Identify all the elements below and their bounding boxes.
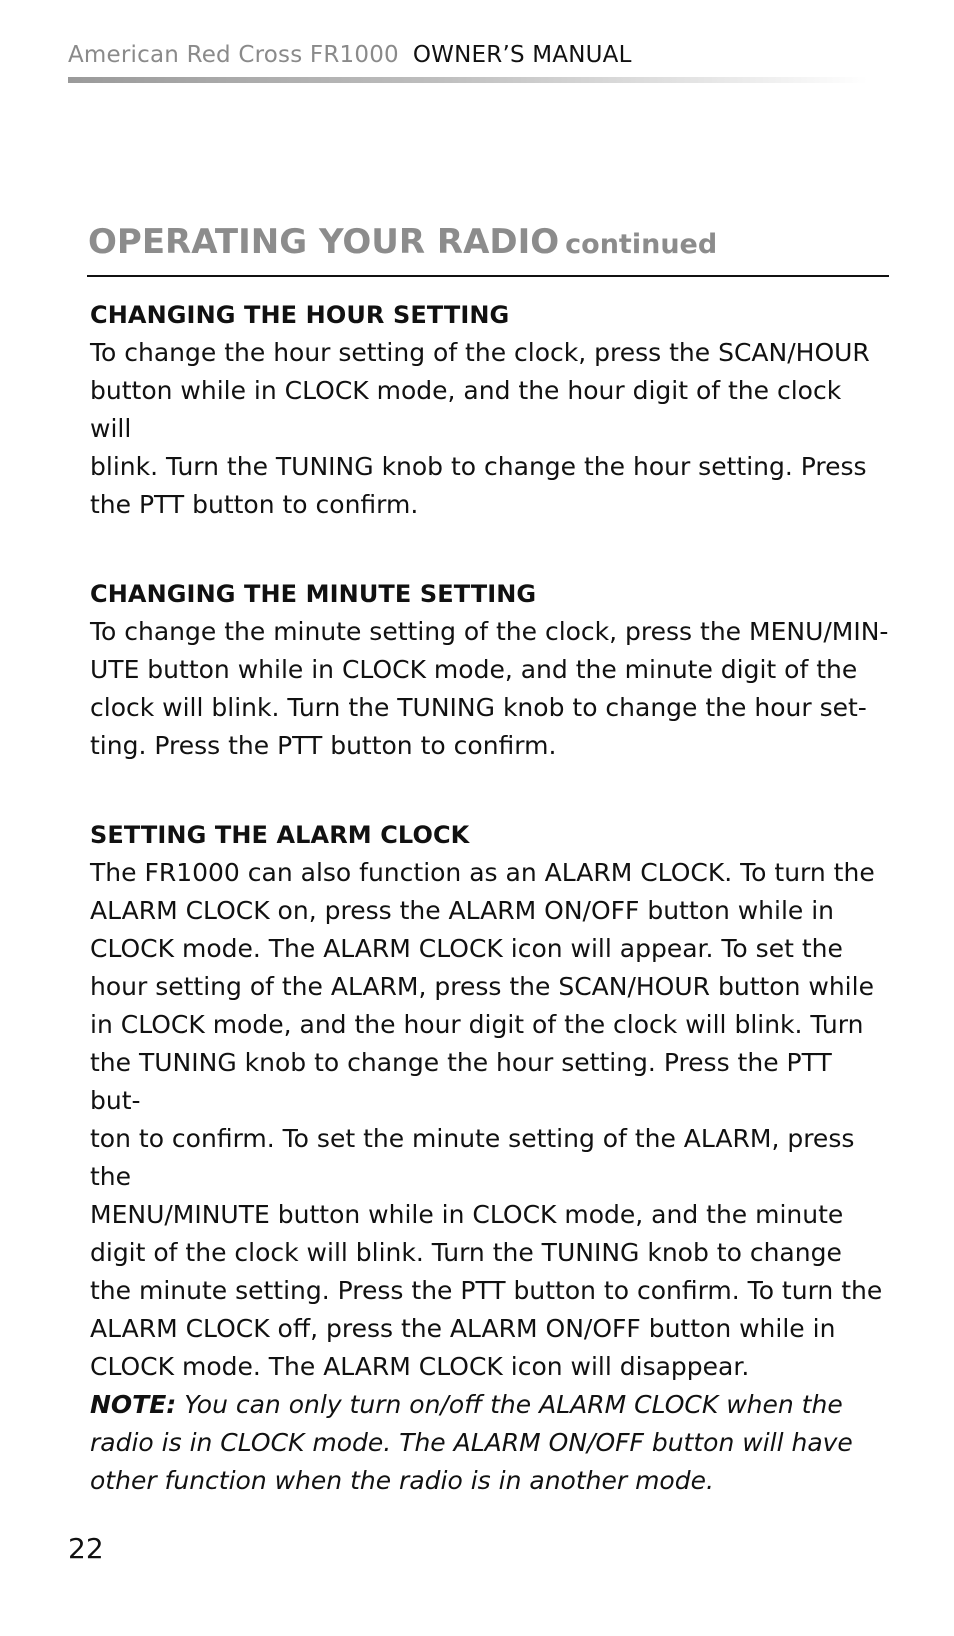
text-line: ting. Press the PTT button to confirm. bbox=[90, 731, 557, 760]
text-line: To change the minute setting of the clock, press the MENU/MIN- bbox=[90, 617, 889, 646]
running-header bbox=[68, 42, 632, 68]
text-line: hour setting of the ALARM, press the SCAN/HOUR button while bbox=[90, 972, 874, 1001]
running-header-brand: American Red Cross FR1000 bbox=[68, 42, 399, 68]
text-line: blink. Turn the TUNING knob to change the hour setting. Press bbox=[90, 452, 867, 481]
text-line: MENU/MINUTE button while in CLOCK mode, and the minute bbox=[90, 1200, 844, 1229]
note-text: You can only turn on/off the ALARM CLOCK when the bbox=[176, 1390, 843, 1419]
note-text: other function when the radio is in another mode. bbox=[90, 1466, 714, 1495]
text-line: digit of the clock will blink. Turn the TUNING knob to change bbox=[90, 1238, 842, 1267]
text-line: ton to confirm. To set the minute setting of the ALARM, press the bbox=[90, 1124, 855, 1191]
section-subtitle: continued bbox=[565, 229, 718, 260]
note-label: NOTE: bbox=[90, 1390, 177, 1419]
minute-setting-body bbox=[90, 613, 890, 765]
text-line: ALARM CLOCK off, press the ALARM ON/OFF button while in bbox=[90, 1314, 836, 1343]
section-rule bbox=[87, 275, 889, 277]
alarm-clock-body bbox=[90, 854, 890, 1500]
text-line: in CLOCK mode, and the hour digit of the clock will blink. Turn bbox=[90, 1010, 864, 1039]
text-line: To change the hour setting of the clock, press the SCAN/HOUR bbox=[90, 338, 870, 367]
text-line: the PTT button to confirm. bbox=[90, 490, 419, 519]
text-line: button while in CLOCK mode, and the hour digit of the clock will bbox=[90, 376, 842, 443]
text-line: CLOCK mode. The ALARM CLOCK icon will disappear. bbox=[90, 1352, 750, 1381]
running-header-manual-title: OWNER’S MANUAL bbox=[412, 42, 632, 68]
minute-setting-section bbox=[90, 575, 890, 765]
text-line: clock will blink. Turn the TUNING knob to change the hour set- bbox=[90, 693, 867, 722]
alarm-clock-section bbox=[90, 816, 890, 1500]
text-line: CLOCK mode. The ALARM CLOCK icon will appear. To set the bbox=[90, 934, 843, 963]
text-line: ALARM CLOCK on, press the ALARM ON/OFF button while in bbox=[90, 896, 835, 925]
text-line: The FR1000 can also function as an ALARM CLOCK. To turn the bbox=[90, 858, 875, 887]
page-number: 22 bbox=[68, 1532, 104, 1565]
hour-setting-heading: CHANGING THE HOUR SETTING bbox=[90, 301, 510, 329]
hour-setting-body bbox=[90, 334, 890, 524]
alarm-clock-heading: SETTING THE ALARM CLOCK bbox=[90, 821, 470, 849]
section-title: OPERATING YOUR RADIO bbox=[88, 222, 560, 262]
text-line: UTE button while in CLOCK mode, and the minute digit of the bbox=[90, 655, 858, 684]
manual-content bbox=[90, 296, 890, 1551]
minute-setting-heading: CHANGING THE MINUTE SETTING bbox=[90, 580, 537, 608]
header-rule bbox=[68, 77, 868, 83]
alarm-note bbox=[90, 1390, 853, 1495]
hour-setting-section bbox=[90, 296, 890, 524]
text-line: the minute setting. Press the PTT button to confirm. To turn the bbox=[90, 1276, 883, 1305]
section-heading bbox=[88, 222, 717, 262]
note-text: radio is in CLOCK mode. The ALARM ON/OFF button will have bbox=[90, 1428, 853, 1457]
text-line: the TUNING knob to change the hour setting. Press the PTT but- bbox=[90, 1048, 832, 1115]
